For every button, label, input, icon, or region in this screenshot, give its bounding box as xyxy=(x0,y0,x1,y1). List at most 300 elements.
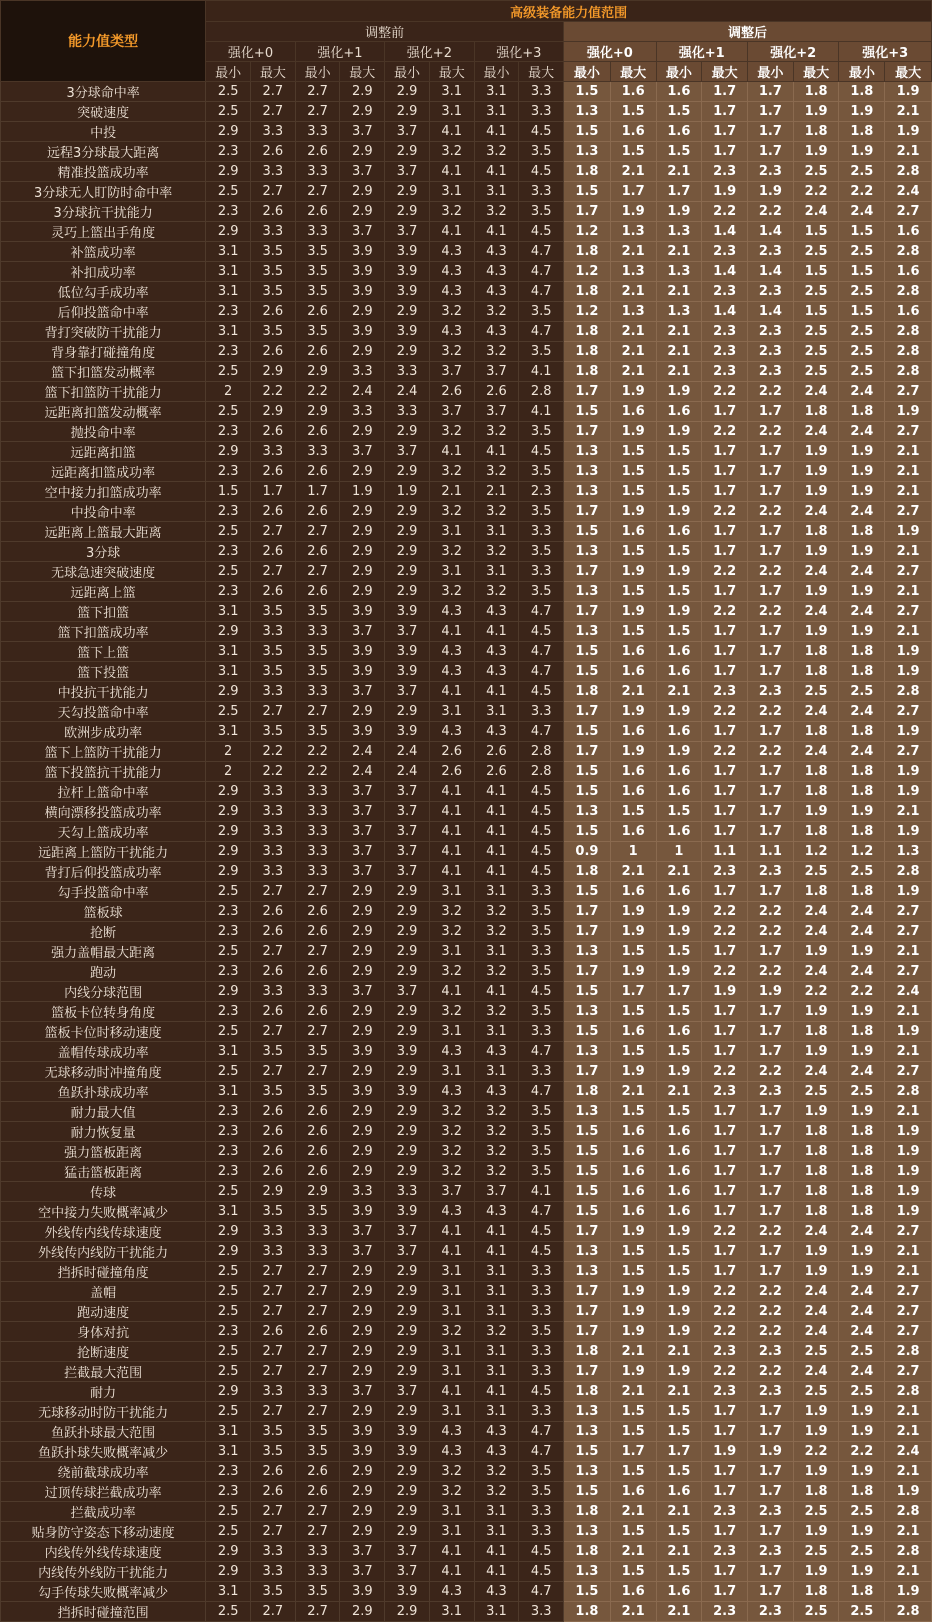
table-row xyxy=(1,342,932,362)
after-value-cell: 1.3 xyxy=(564,462,611,482)
before-value-cell: 4.3 xyxy=(429,242,474,262)
before-value-cell: 3.7 xyxy=(385,842,430,862)
table-row xyxy=(1,1502,932,1522)
table-row xyxy=(1,802,932,822)
before-value-cell: 2.5 xyxy=(206,102,251,122)
ability-name: 3分球抗干扰能力 xyxy=(1,202,206,222)
before-value-cell: 3.3 xyxy=(295,162,340,182)
after-value-cell: 2.7 xyxy=(885,962,932,982)
after-value-cell: 1.6 xyxy=(610,402,656,422)
before-value-cell: 2.6 xyxy=(251,462,296,482)
after-value-cell: 1.7 xyxy=(702,1102,748,1122)
after-value-cell: 1.6 xyxy=(656,882,702,902)
after-value-cell: 2.1 xyxy=(885,1522,932,1542)
after-value-cell: 2.4 xyxy=(793,962,839,982)
before-value-cell: 4.5 xyxy=(519,1242,564,1262)
before-value-cell: 3.3 xyxy=(340,402,385,422)
after-value-cell: 2.1 xyxy=(656,1082,702,1102)
before-value-cell: 3.9 xyxy=(340,282,385,302)
before-value-cell: 3.3 xyxy=(519,1022,564,1042)
after-value-cell: 1.8 xyxy=(793,82,839,102)
after-value-cell: 1.3 xyxy=(564,1402,611,1422)
before-value-cell: 2.6 xyxy=(429,382,474,402)
before-value-cell: 2.9 xyxy=(340,702,385,722)
before-value-cell: 2.8 xyxy=(519,382,564,402)
before-value-cell: 3.5 xyxy=(251,1442,296,1462)
after-value-cell: 2.2 xyxy=(748,1302,794,1322)
before-level-header: 强化+2 xyxy=(385,42,474,62)
after-value-cell: 1.9 xyxy=(885,722,932,742)
after-value-cell: 1.7 xyxy=(748,522,794,542)
before-value-cell: 2.9 xyxy=(206,682,251,702)
after-value-cell: 1.9 xyxy=(885,822,932,842)
before-value-cell: 2.9 xyxy=(340,922,385,942)
after-value-cell: 1.8 xyxy=(793,522,839,542)
after-value-cell: 2.3 xyxy=(748,242,794,262)
before-value-cell: 3.9 xyxy=(340,602,385,622)
before-value-cell: 2.7 xyxy=(251,1022,296,1042)
before-value-cell: 3.1 xyxy=(206,242,251,262)
after-value-cell: 1.7 xyxy=(748,782,794,802)
before-value-cell: 3.3 xyxy=(251,122,296,142)
after-value-cell: 1.3 xyxy=(564,1462,611,1482)
before-value-cell: 2.3 xyxy=(206,582,251,602)
after-value-cell: 1.9 xyxy=(793,142,839,162)
ability-name: 耐力最大值 xyxy=(1,1102,206,1122)
before-value-cell: 3.1 xyxy=(429,702,474,722)
ability-name: 过顶传球拦截成功率 xyxy=(1,1482,206,1502)
table-row xyxy=(1,1442,932,1462)
before-value-cell: 3.7 xyxy=(340,982,385,1002)
after-value-cell: 1.7 xyxy=(748,1422,794,1442)
after-value-cell: 1.3 xyxy=(564,542,611,562)
before-value-cell: 4.7 xyxy=(519,1582,564,1602)
before-value-cell: 3.2 xyxy=(474,1162,519,1182)
after-value-cell: 1.7 xyxy=(702,1562,748,1582)
ability-name: 耐力恢复量 xyxy=(1,1122,206,1142)
before-value-cell: 3.1 xyxy=(429,1522,474,1542)
before-value-cell: 2.9 xyxy=(340,202,385,222)
after-value-cell: 2.1 xyxy=(610,682,656,702)
after-value-cell: 1.5 xyxy=(610,442,656,462)
after-value-cell: 2.2 xyxy=(748,702,794,722)
after-value-cell: 1.5 xyxy=(610,1562,656,1582)
before-value-cell: 2.6 xyxy=(295,1002,340,1022)
after-value-cell: 1.8 xyxy=(564,1082,611,1102)
before-value-cell: 3.3 xyxy=(519,82,564,102)
before-value-cell: 2.4 xyxy=(340,382,385,402)
after-value-cell: 1.6 xyxy=(610,1162,656,1182)
before-value-cell: 3.2 xyxy=(429,142,474,162)
after-value-cell: 2.1 xyxy=(656,1502,702,1522)
before-value-cell: 4.5 xyxy=(519,842,564,862)
after-value-cell: 1.8 xyxy=(564,1602,611,1622)
after-value-cell: 1.7 xyxy=(702,122,748,142)
ability-name: 3分球 xyxy=(1,542,206,562)
after-value-cell: 2.4 xyxy=(839,202,885,222)
after-level-header: 强化+2 xyxy=(748,42,839,62)
after-value-cell: 1.8 xyxy=(564,342,611,362)
after-value-cell: 1.9 xyxy=(610,902,656,922)
before-value-cell: 3.2 xyxy=(429,582,474,602)
before-value-cell: 3.5 xyxy=(519,1322,564,1342)
after-value-cell: 1.8 xyxy=(839,642,885,662)
before-value-cell: 2.6 xyxy=(295,962,340,982)
after-value-cell: 2.4 xyxy=(885,1442,932,1462)
after-value-cell: 1.5 xyxy=(656,442,702,462)
ability-name: 篮下上篮防干扰能力 xyxy=(1,742,206,762)
after-value-cell: 1.9 xyxy=(748,982,794,1002)
after-value-cell: 1.5 xyxy=(839,222,885,242)
before-value-cell: 2.5 xyxy=(206,702,251,722)
before-value-cell: 4.1 xyxy=(519,402,564,422)
after-value-cell: 2.2 xyxy=(702,202,748,222)
before-value-cell: 3.2 xyxy=(429,962,474,982)
table-row xyxy=(1,442,932,462)
before-value-cell: 1.7 xyxy=(251,482,296,502)
before-value-cell: 3.3 xyxy=(519,1302,564,1322)
after-value-cell: 1.8 xyxy=(793,822,839,842)
before-value-cell: 3.9 xyxy=(385,1582,430,1602)
before-value-cell: 3.3 xyxy=(251,842,296,862)
before-value-cell: 3.1 xyxy=(429,102,474,122)
before-value-cell: 3.5 xyxy=(251,242,296,262)
before-value-cell: 3.3 xyxy=(519,1262,564,1282)
before-value-cell: 2.6 xyxy=(295,1162,340,1182)
before-value-cell: 3.7 xyxy=(385,442,430,462)
after-value-cell: 1.9 xyxy=(793,1522,839,1542)
after-value-cell: 1.3 xyxy=(564,1422,611,1442)
before-value-cell: 4.7 xyxy=(519,1082,564,1102)
before-value-cell: 3.1 xyxy=(429,522,474,542)
table-row xyxy=(1,1162,932,1182)
before-value-cell: 3.3 xyxy=(251,1222,296,1242)
before-value-cell: 2.5 xyxy=(206,942,251,962)
before-value-cell: 2.5 xyxy=(206,1402,251,1422)
before-value-cell: 2.8 xyxy=(519,742,564,762)
before-value-cell: 2.3 xyxy=(206,1102,251,1122)
before-value-cell: 4.3 xyxy=(429,642,474,662)
after-value-cell: 1.3 xyxy=(564,142,611,162)
after-value-cell: 2.5 xyxy=(839,282,885,302)
after-value-cell: 2.1 xyxy=(885,1422,932,1442)
table-row xyxy=(1,1302,932,1322)
before-value-cell: 3.3 xyxy=(295,682,340,702)
before-value-cell: 2.5 xyxy=(206,1262,251,1282)
before-value-cell: 3.5 xyxy=(295,282,340,302)
before-value-cell: 2.9 xyxy=(206,842,251,862)
after-value-cell: 1.6 xyxy=(610,642,656,662)
before-value-cell: 1.7 xyxy=(295,482,340,502)
before-value-cell: 2.6 xyxy=(295,202,340,222)
after-value-cell: 2.1 xyxy=(885,802,932,822)
before-value-cell: 2.9 xyxy=(340,1122,385,1142)
after-value-cell: 1.3 xyxy=(564,1002,611,1022)
after-value-cell: 2.3 xyxy=(702,1602,748,1622)
before-value-cell: 3.9 xyxy=(385,722,430,742)
before-value-cell: 2.7 xyxy=(295,182,340,202)
before-adjust-header: 调整前 xyxy=(206,22,564,42)
before-value-cell: 2.9 xyxy=(385,102,430,122)
after-value-cell: 1.8 xyxy=(564,1342,611,1362)
before-value-cell: 2.7 xyxy=(295,1602,340,1622)
before-value-cell: 4.3 xyxy=(474,1082,519,1102)
ability-name: 挡拆时碰撞角度 xyxy=(1,1262,206,1282)
after-value-cell: 1.9 xyxy=(793,622,839,642)
after-value-cell: 1.5 xyxy=(564,1482,611,1502)
after-value-cell: 1.7 xyxy=(564,422,611,442)
before-value-cell: 4.1 xyxy=(474,442,519,462)
after-value-cell: 1.9 xyxy=(610,1282,656,1302)
after-value-cell: 1.6 xyxy=(610,722,656,742)
after-value-cell: 1.8 xyxy=(839,522,885,542)
table-row xyxy=(1,242,932,262)
table-row xyxy=(1,1262,932,1282)
before-value-cell: 3.2 xyxy=(474,462,519,482)
after-value-cell: 1.9 xyxy=(885,762,932,782)
after-value-cell: 2.5 xyxy=(793,342,839,362)
after-value-cell: 2.3 xyxy=(748,1502,794,1522)
before-value-cell: 2.9 xyxy=(385,562,430,582)
after-value-cell: 1.7 xyxy=(748,582,794,602)
after-value-cell: 1.7 xyxy=(702,802,748,822)
after-value-cell: 1.9 xyxy=(793,482,839,502)
ability-name: 挡拆时碰撞范围 xyxy=(1,1602,206,1622)
after-value-cell: 1.5 xyxy=(610,1042,656,1062)
before-value-cell: 2.9 xyxy=(385,902,430,922)
after-value-cell: 1.9 xyxy=(656,562,702,582)
after-value-cell: 2.1 xyxy=(885,142,932,162)
after-value-cell: 2.5 xyxy=(839,322,885,342)
after-value-cell: 1.8 xyxy=(793,1582,839,1602)
after-value-cell: 1.7 xyxy=(564,742,611,762)
before-value-cell: 2.9 xyxy=(340,1002,385,1022)
after-value-cell: 1.5 xyxy=(564,1202,611,1222)
before-value-cell: 2.6 xyxy=(251,202,296,222)
before-value-cell: 3.1 xyxy=(474,1362,519,1382)
after-value-cell: 2.5 xyxy=(793,322,839,342)
after-value-cell: 1.9 xyxy=(610,1362,656,1382)
after-value-cell: 1.7 xyxy=(702,722,748,742)
after-value-cell: 1.8 xyxy=(839,1122,885,1142)
before-value-cell: 3.9 xyxy=(385,242,430,262)
after-value-cell: 1.9 xyxy=(656,1282,702,1302)
after-value-cell: 2.3 xyxy=(748,1382,794,1402)
after-value-cell: 1.9 xyxy=(656,1302,702,1322)
after-value-cell: 1.7 xyxy=(748,1482,794,1502)
after-value-cell: 2.7 xyxy=(885,502,932,522)
after-value-cell: 1.2 xyxy=(564,222,611,242)
after-value-cell: 2.5 xyxy=(839,362,885,382)
after-min-header: 最小 xyxy=(839,62,885,82)
after-value-cell: 2.7 xyxy=(885,742,932,762)
before-value-cell: 2.9 xyxy=(340,1162,385,1182)
before-value-cell: 4.7 xyxy=(519,1202,564,1222)
after-value-cell: 1.6 xyxy=(885,302,932,322)
after-value-cell: 1.8 xyxy=(839,1202,885,1222)
before-value-cell: 2.9 xyxy=(206,1542,251,1562)
ability-name: 无球急速突破速度 xyxy=(1,562,206,582)
after-value-cell: 1.7 xyxy=(702,1462,748,1482)
before-value-cell: 3.3 xyxy=(295,1242,340,1262)
after-value-cell: 1.7 xyxy=(702,622,748,642)
before-value-cell: 2.7 xyxy=(251,102,296,122)
after-value-cell: 1.5 xyxy=(564,1162,611,1182)
before-value-cell: 3.3 xyxy=(295,862,340,882)
after-value-cell: 1.7 xyxy=(702,1162,748,1182)
after-value-cell: 1.7 xyxy=(564,1362,611,1382)
ability-name: 强力篮板距离 xyxy=(1,1142,206,1162)
before-value-cell: 3.1 xyxy=(429,1022,474,1042)
before-value-cell: 2.9 xyxy=(340,942,385,962)
before-value-cell: 4.1 xyxy=(474,1542,519,1562)
ability-name: 抢断 xyxy=(1,922,206,942)
before-value-cell: 3.2 xyxy=(429,1122,474,1142)
before-value-cell: 2.9 xyxy=(340,542,385,562)
before-value-cell: 3.5 xyxy=(519,1482,564,1502)
before-value-cell: 3.7 xyxy=(340,1222,385,1242)
before-value-cell: 2.7 xyxy=(295,562,340,582)
before-value-cell: 2.9 xyxy=(206,782,251,802)
table-row xyxy=(1,542,932,562)
after-value-cell: 1.6 xyxy=(656,1162,702,1182)
after-value-cell: 2.1 xyxy=(656,242,702,262)
before-value-cell: 2.7 xyxy=(295,1522,340,1542)
before-value-cell: 4.3 xyxy=(474,1202,519,1222)
before-value-cell: 1.9 xyxy=(385,482,430,502)
after-value-cell: 1.9 xyxy=(885,1142,932,1162)
after-value-cell: 1.9 xyxy=(839,1262,885,1282)
ability-name: 远距离上篮最大距离 xyxy=(1,522,206,542)
before-value-cell: 4.7 xyxy=(519,282,564,302)
after-value-cell: 2.4 xyxy=(793,742,839,762)
after-value-cell: 2.2 xyxy=(839,982,885,1002)
table-row xyxy=(1,182,932,202)
after-value-cell: 1.9 xyxy=(839,442,885,462)
before-value-cell: 3.7 xyxy=(340,222,385,242)
before-value-cell: 2.9 xyxy=(385,582,430,602)
after-value-cell: 1.9 xyxy=(885,1202,932,1222)
after-value-cell: 1.6 xyxy=(610,122,656,142)
before-value-cell: 2.7 xyxy=(295,522,340,542)
before-value-cell: 2.6 xyxy=(295,922,340,942)
after-value-cell: 1.9 xyxy=(885,1162,932,1182)
before-value-cell: 4.7 xyxy=(519,662,564,682)
after-value-cell: 2.4 xyxy=(839,922,885,942)
before-value-cell: 3.7 xyxy=(385,622,430,642)
before-value-cell: 3.7 xyxy=(385,162,430,182)
after-value-cell: 1.5 xyxy=(564,1582,611,1602)
after-value-cell: 2.4 xyxy=(793,1282,839,1302)
before-value-cell: 4.1 xyxy=(429,1562,474,1582)
before-value-cell: 3.7 xyxy=(340,802,385,822)
before-value-cell: 2.7 xyxy=(251,1522,296,1542)
before-value-cell: 2.9 xyxy=(206,862,251,882)
before-value-cell: 3.1 xyxy=(429,942,474,962)
before-value-cell: 3.2 xyxy=(429,1322,474,1342)
after-value-cell: 2.4 xyxy=(793,902,839,922)
before-value-cell: 2.9 xyxy=(251,402,296,422)
before-value-cell: 4.1 xyxy=(474,162,519,182)
before-value-cell: 3.3 xyxy=(251,162,296,182)
after-value-cell: 1.6 xyxy=(656,522,702,542)
table-row xyxy=(1,1482,932,1502)
after-value-cell: 1.5 xyxy=(564,782,611,802)
ability-name: 灵巧上篮出手角度 xyxy=(1,222,206,242)
after-value-cell: 1.6 xyxy=(610,662,656,682)
before-value-cell: 3.3 xyxy=(295,222,340,242)
before-value-cell: 2.7 xyxy=(251,882,296,902)
after-value-cell: 1.9 xyxy=(748,1442,794,1462)
after-value-cell: 1.6 xyxy=(656,1182,702,1202)
before-value-cell: 2.4 xyxy=(385,762,430,782)
after-value-cell: 1.6 xyxy=(610,822,656,842)
ability-name: 空中接力失败概率减少 xyxy=(1,1202,206,1222)
after-value-cell: 2.2 xyxy=(702,502,748,522)
before-value-cell: 2.6 xyxy=(251,1102,296,1122)
before-value-cell: 4.5 xyxy=(519,122,564,142)
after-value-cell: 2.2 xyxy=(748,502,794,522)
after-value-cell: 1.9 xyxy=(839,1522,885,1542)
after-value-cell: 1.7 xyxy=(748,442,794,462)
before-value-cell: 3.3 xyxy=(295,1382,340,1402)
before-value-cell: 2.3 xyxy=(206,462,251,482)
before-value-cell: 4.5 xyxy=(519,1562,564,1582)
before-value-cell: 2.5 xyxy=(206,1522,251,1542)
after-min-header: 最小 xyxy=(748,62,794,82)
table-row xyxy=(1,162,932,182)
before-value-cell: 3.5 xyxy=(519,922,564,942)
after-value-cell: 1.5 xyxy=(564,1122,611,1142)
before-value-cell: 2.9 xyxy=(206,822,251,842)
after-value-cell: 1.3 xyxy=(564,582,611,602)
after-value-cell: 1.6 xyxy=(610,762,656,782)
after-value-cell: 1.8 xyxy=(839,82,885,102)
ability-name: 拦截成功率 xyxy=(1,1502,206,1522)
after-value-cell: 2.7 xyxy=(885,1322,932,1342)
table-row xyxy=(1,1562,932,1582)
after-value-cell: 2.1 xyxy=(610,1342,656,1362)
after-value-cell: 1.7 xyxy=(748,642,794,662)
after-value-cell: 2.4 xyxy=(793,1322,839,1342)
before-value-cell: 2.9 xyxy=(206,1222,251,1242)
before-value-cell: 4.3 xyxy=(429,1422,474,1442)
before-value-cell: 3.7 xyxy=(429,362,474,382)
after-value-cell: 1.5 xyxy=(564,762,611,782)
after-value-cell: 1 xyxy=(656,842,702,862)
before-value-cell: 4.3 xyxy=(429,1082,474,1102)
before-value-cell: 2.9 xyxy=(340,1062,385,1082)
before-value-cell: 2.1 xyxy=(474,482,519,502)
after-value-cell: 2.4 xyxy=(793,1222,839,1242)
after-value-cell: 2.4 xyxy=(793,1302,839,1322)
after-value-cell: 1.7 xyxy=(564,922,611,942)
before-value-cell: 2.9 xyxy=(206,1562,251,1582)
after-value-cell: 1.3 xyxy=(564,102,611,122)
before-value-cell: 2.9 xyxy=(251,362,296,382)
before-value-cell: 3.5 xyxy=(519,302,564,322)
before-value-cell: 4.5 xyxy=(519,782,564,802)
after-value-cell: 1.9 xyxy=(793,1242,839,1262)
after-value-cell: 2.5 xyxy=(839,682,885,702)
before-value-cell: 3.1 xyxy=(429,1402,474,1422)
after-value-cell: 2.3 xyxy=(748,1342,794,1362)
before-value-cell: 3.1 xyxy=(206,1442,251,1462)
after-value-cell: 2.1 xyxy=(610,162,656,182)
before-value-cell: 2.6 xyxy=(474,382,519,402)
ability-name: 背打后仰投篮成功率 xyxy=(1,862,206,882)
before-value-cell: 3.1 xyxy=(474,1262,519,1282)
